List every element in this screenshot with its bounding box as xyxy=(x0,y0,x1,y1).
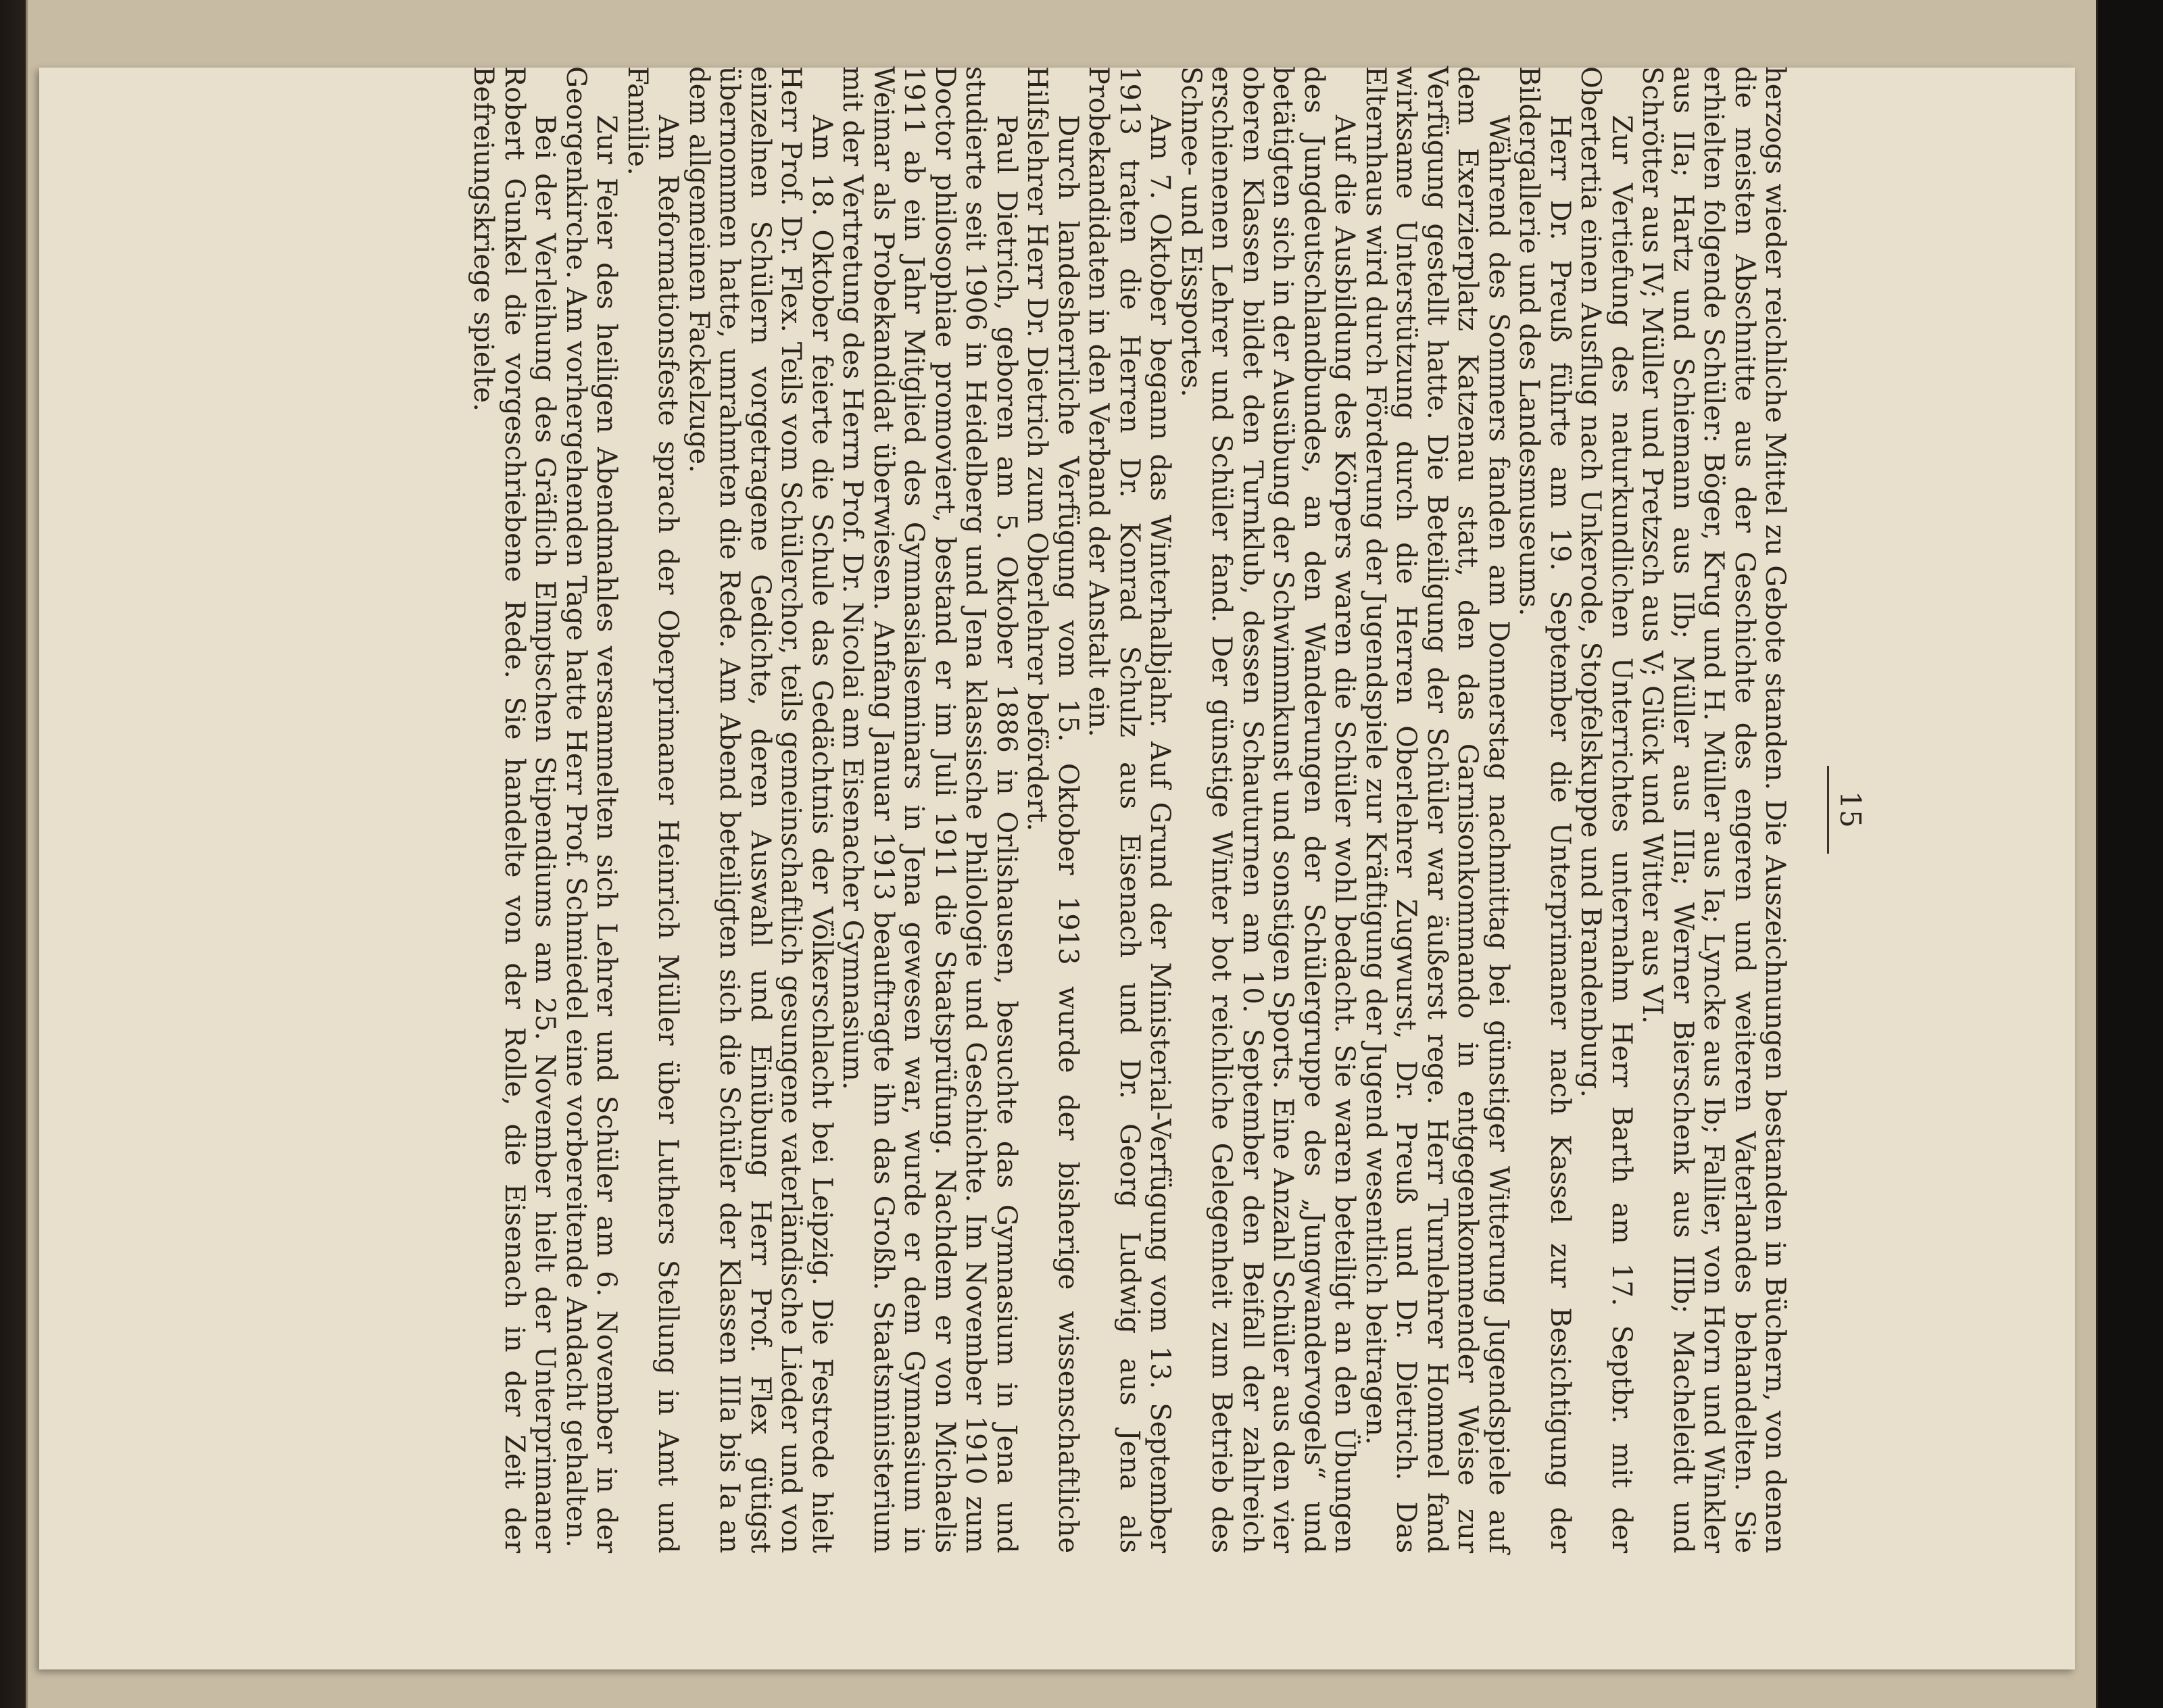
paragraph: Am 18. Oktober feierte die Schule das Gedächtnis der Völkerschlacht bei Leipzig. Die Festrede hielt Herr Prof. Dr. Flex. Teils vom Schülerchor, teils gemeinschaftlich gesungene vaterländische Lieder und von einzelnen Schülern vorgetragene Gedichte, deren Auswahl und Einübung Herr Prof. Flex gütigst übernommen hatte, umrahmten die Rede. Am Abend beteiligten sich die Schüler der Klassen IIIa bis Ia an dem allgemeinen Fackelzuge. xyxy=(683,66,837,1553)
page-number-rule xyxy=(1828,766,1830,854)
paragraph: Zur Vertiefung des naturkundlichen Unterrichtes unternahm Herr Barth am 17. Septbr. mit der Obertertia einen Ausflug nach Unkerode, Stopfelskuppe und Brandenburg. xyxy=(1575,66,1637,1553)
paragraph: Am Reformationsfeste sprach der Oberprimaner Heinrich Müller über Luthers Stellung in Amt und Familie. xyxy=(622,66,684,1553)
paragraph: herzogs wieder reichliche Mittel zu Gebote standen. Die Auszeichnungen bestanden in Büchern, von denen die meisten Abschnitte aus der Geschichte des engeren und weiteren Vaterlandes behandelten. Sie erhielten folgende Schüler: Böger, Krug und H. Müller aus Ia; Lyncke aus Ib; Fallier, von Horn und Winkler aus IIa; Hartz und Schiemann aus IIb; Müller aus IIIa; Werner Bierschenk aus IIIb; Macheleidt und Schrötter aus IV; Müller und Pretzsch aus V; Glück und Witter aus VI. xyxy=(1636,66,1791,1553)
paragraph: Auf die Ausbildung des Körpers waren die Schüler wohl bedacht. Sie waren beteiligt an den Übungen des Jungdeutschlandbundes, an den Wanderungen der Schülergruppe des „Jungwandervogels“ und betätigten sich in der Ausübung der Schwimmkunst und sonstigen Sports. Eine Anzahl Schüler aus den vier oberen Klassen bildet den Turnklub, dessen Schauturnen am 10. September den Beifall der zahlreich erschienenen Lehrer und Schüler fand. Der günstige Winter bot reichliche Gelegenheit zum Betrieb des Schnee- und Eissportes. xyxy=(1175,66,1361,1553)
paragraph: Am 7. Oktober begann das Winterhalbjahr. Auf Grund der Ministerial-Verfügung vom 13. September 1913 traten die Herren Dr. Konrad Schulz aus Eisenach und Dr. Georg Ludwig aus Jena als Probekandidaten in den Verband der Anstalt ein. xyxy=(1083,66,1176,1553)
paragraph: Zur Feier des heiligen Abendmahles versammelten sich Lehrer und Schüler am 6. November in der Georgenkirche. Am vorhergehenden Tage hatte Herr Prof. Schmiedel eine vorbereitende Andacht gehalten. xyxy=(560,66,623,1553)
paragraph: Bei der Verleihung des Gräflich Elmptschen Stipendiums am 25. November hielt der Unterprimaner Robert Gunkel die vorgeschriebene Rede. Sie handelte von der Rolle, die Eisenach in der Zeit der Befreiungskriege spielte. xyxy=(468,66,561,1553)
paragraph: Paul Dietrich, geboren am 5. Oktober 1886 in Orlishausen, besuchte das Gymnasium in Jena und studierte seit 1906 in Heidelberg und Jena klassische Philologie und Geschichte. Im November 1910 zum Doctor philosophiae promoviert, bestand er im Juli 1911 die Staatsprüfung. Nachdem er von Michaelis 1911 ab ein Jahr Mitglied des Gymnasialseminars in Jena gewesen war, wurde er dem Gymnasium in Weimar als Probekandidat überwiesen. Anfang Januar 1913 beauftragte ihn das Großh. Staatsministerium mit der Vertretung des Herrn Prof. Dr. Nicolai am Eisenacher Gymnasium. xyxy=(837,66,1022,1553)
paragraph: Während des Sommers fanden am Donnerstag nachmittag bei günstiger Witterung Jugendspiele auf dem Exerzierplatz Katzenau statt, den das Garnisonkommando in entgegenkommender Weise zur Verfügung gestellt hatte. Die Beteiligung der Schüler war äußerst rege. Herr Turnlehrer Hommel fand wirksame Unterstützung durch die Herren Oberlehrer Zugwurst, Dr. Preuß und Dr. Dietrich. Das Elternhaus wird durch Förderung der Jugendspiele zur Kräftigung der Jugend wesentlich beitragen. xyxy=(1360,66,1514,1553)
page-number: 15 xyxy=(1834,791,1867,829)
scan-border xyxy=(2098,0,2163,1708)
paragraph: Durch landesherrliche Verfügung vom 15. Oktober 1913 wurde der bisherige wissenschaftliche Hilfslehrer Herr Dr. Dietrich zum Oberlehrer befördert. xyxy=(1021,66,1084,1553)
rotated-text-block xyxy=(176,66,1866,1553)
paragraph: Herr Dr. Preuß führte am 19. September die Unterprimaner nach Kassel zur Besichtigung der Bildergallerie und des Landesmuseums. xyxy=(1513,66,1576,1553)
